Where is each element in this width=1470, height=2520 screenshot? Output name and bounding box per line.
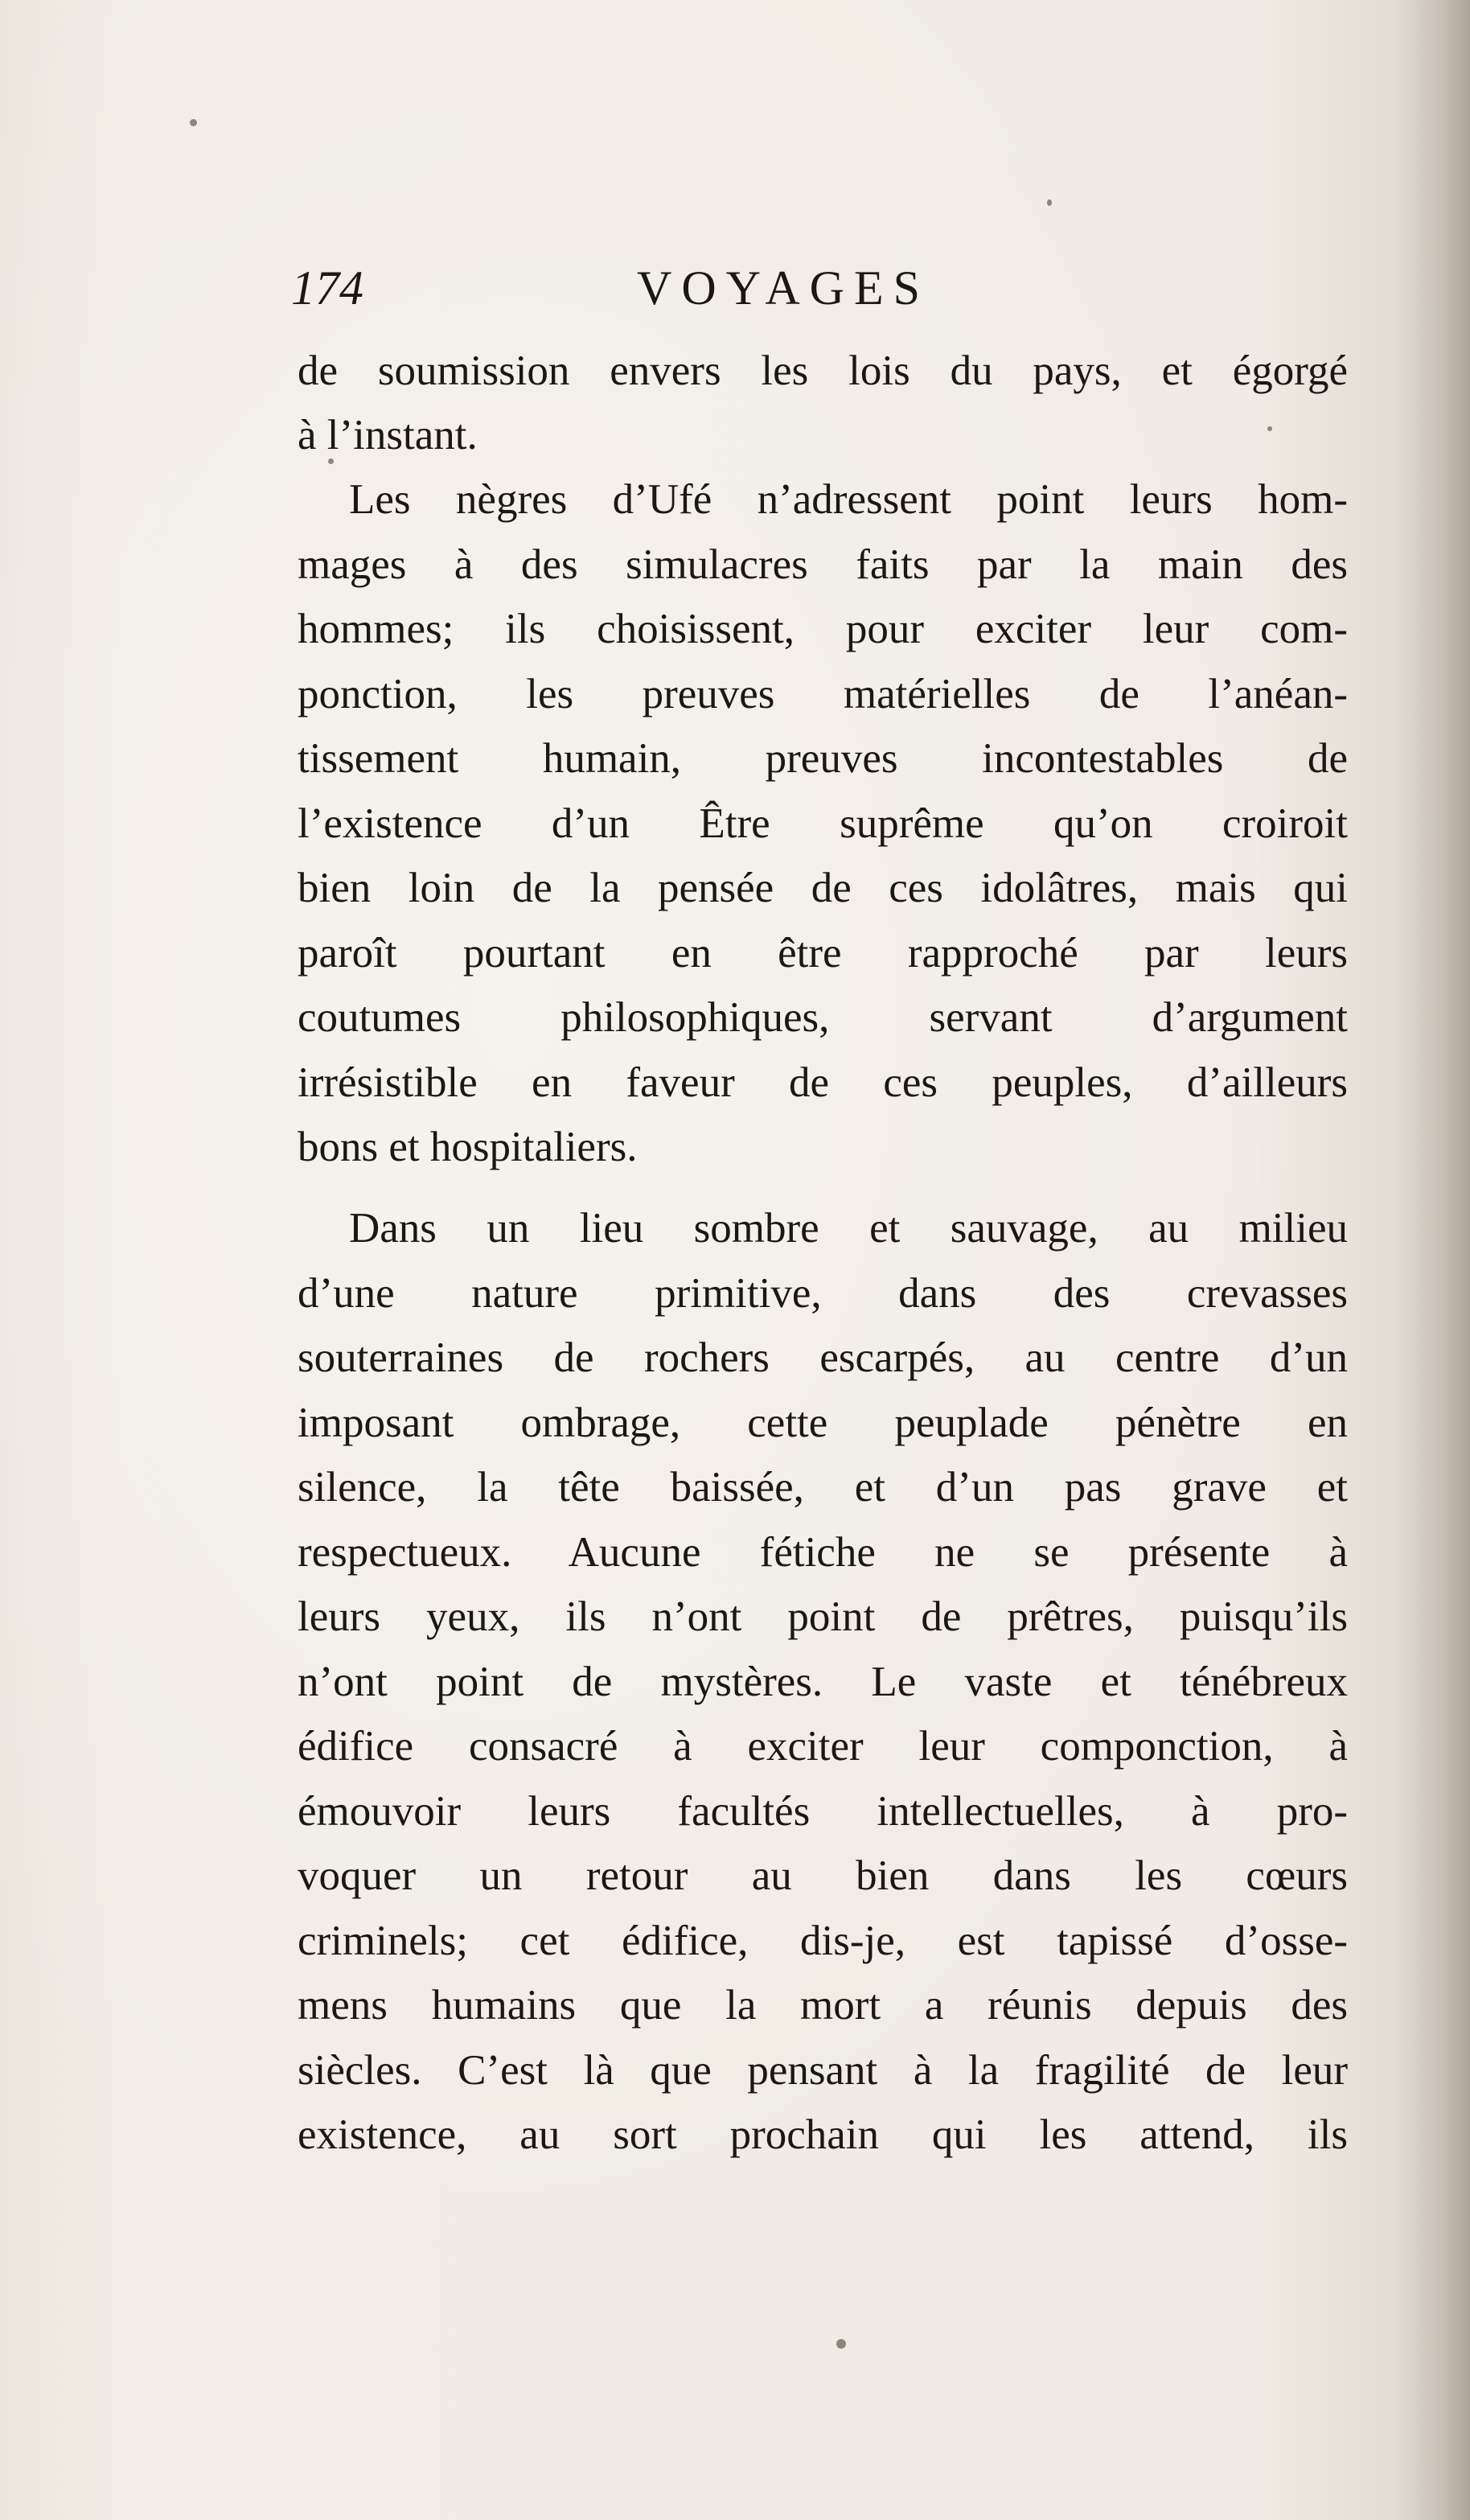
text-line-21: n’ont point de mystères. Le vaste et ténébreux [298, 1659, 1348, 1705]
text-line-19: respectueux. Aucune fétiche ne se présente à [298, 1529, 1348, 1576]
text-line-8: l’existence d’un Être suprême qu’on croiroit [298, 800, 1348, 847]
text-line-5: hommes; ils choisissent, pour exciter leur com- [298, 606, 1348, 652]
text-line-14: Dans un lieu sombre et sauvage, au milieu [349, 1205, 1348, 1252]
text-line-23: émouvoir leurs facultés intellectuelles, à pro- [298, 1788, 1348, 1835]
text-line-20: leurs yeux, ils n’ont point de prêtres, puisqu’ils [298, 1593, 1348, 1640]
text-line-4: mages à des simulacres faits par la main des [298, 541, 1348, 588]
ink-speck [190, 119, 197, 126]
text-line-7: tissement humain, preuves incontestables de [298, 735, 1348, 782]
text-line-2: à l’instant. [298, 412, 478, 458]
ink-speck [836, 2339, 846, 2349]
running-head: VOYAGES [637, 261, 930, 314]
text-line-25: criminels; cet édifice, dis-je, est tapissé d’osse- [298, 1918, 1348, 1964]
text-line-12: irrésistible en faveur de ces peuples, d’ailleurs [298, 1059, 1348, 1106]
text-line-6: ponction, les preuves matérielles de l’anéan- [298, 671, 1348, 717]
page-header [291, 256, 1345, 320]
gutter-shadow [1398, 0, 1470, 2520]
page-number: 174 [291, 261, 363, 314]
text-line-1: de soumission envers les lois du pays, et égorgé [298, 347, 1348, 394]
text-line-26: mens humains que la mort a réunis depuis des [298, 1982, 1348, 2029]
text-line-22: édifice consacré à exciter leur componction, à [298, 1723, 1348, 1770]
text-line-18: silence, la tête baissée, et d’un pas grave et [298, 1464, 1348, 1511]
text-line-9: bien loin de la pensée de ces idolâtres, mais qui [298, 865, 1348, 911]
text-line-3: Les nègres d’Ufé n’adressent point leurs hom- [349, 476, 1348, 523]
text-line-13: bons et hospitaliers. [298, 1124, 638, 1170]
text-line-28: existence, au sort prochain qui les attend, ils [298, 2111, 1348, 2158]
text-line-27: siècles. C’est là que pensant à la fragilité de leur [298, 2047, 1348, 2094]
text-line-11: coutumes philosophiques, servant d’argument [298, 994, 1348, 1041]
text-line-17: imposant ombrage, cette peuplade pénètre en [298, 1400, 1348, 1446]
text-line-16: souterraines de rochers escarpés, au centre d’un [298, 1334, 1348, 1381]
text-line-15: d’une nature primitive, dans des crevasses [298, 1270, 1348, 1317]
ink-speck [1047, 199, 1052, 206]
text-line-10: paroît pourtant en être rapproché par leurs [298, 930, 1348, 976]
text-line-24: voquer un retour au bien dans les cœurs [298, 1852, 1348, 1899]
